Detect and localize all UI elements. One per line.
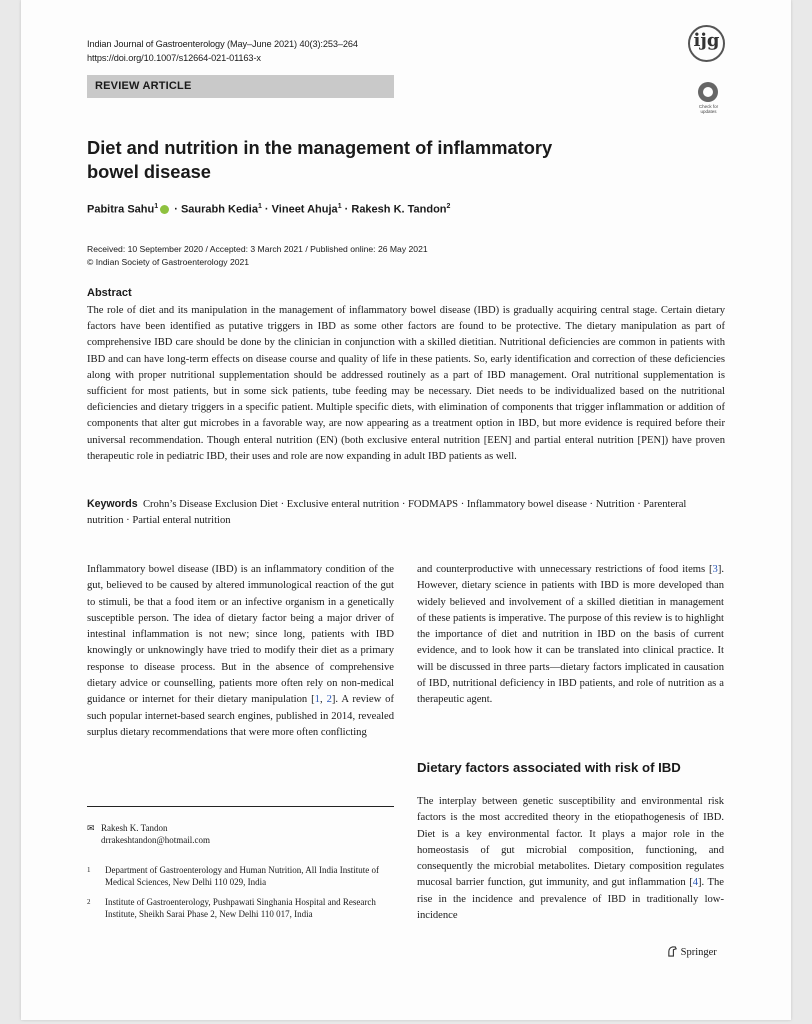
author-name[interactable]: Rakesh K. Tandon [351,203,447,216]
author-name[interactable]: Pabitra Sahu [87,203,155,216]
section-text: ]. The rise in the incidence and prevalence of IBD in traditionally low-incidence [417,877,724,922]
journal-logo [688,25,725,62]
doi-link[interactable]: https://doi.org/10.1007/s12664-021-01163-x [87,53,261,63]
article-page [21,0,791,1020]
keywords-label: Keywords [87,498,138,510]
abstract-text: The role of diet and its manipulation in the management of inflammatory bowel disease (IBD) is gradually acquiring central stage. Certain dietary factors have been identified as putative triggers in IBD as some other factors are found to be protective. The dietary manipulation as part of comprehensive IBD care should be done by the clinician in conjunction with a skilled dietitian. Nutritional deficiencies are common in patients with IBD and can have long-term effects on disease course and quality of life in these patients. So, early identification and correction of these deficiencies along with proper nutritional supplementation should be addressed routinely as a part of IBD management. Oral nutritional supplementation is sufficient for most patients, but in some sick patients, tube feeding may be necessary. Diet needs to be individualized based on the nutritional deficiencies and dietary triggers in a specific patient. Multiple specific diets, with elimination of components that trigger inflammation or addition of components that alter gut microbes in a favorable way, are now appearing as a treatment option in IBD, but more evidence is required before their universal recommendation. Though enteral nutrition (EN) (both exclusive enteral nutrition [EEN] and partial enteral nutrition [PEN]) have proven therapeutic role in pediatric IBD, their uses and role are now expanding in adult IBD patients as well. [87,305,725,462]
corresponding-author [87,822,210,846]
author-list [87,203,450,216]
article-type-badge: REVIEW ARTICLE [87,75,394,98]
citation-link[interactable]: 1 [314,694,320,706]
author-affiliation: 2 [446,203,451,210]
publisher-name: Springer [680,947,717,958]
article-title: Diet and nutrition in the management of inflammatory bowel disease [87,137,553,182]
author-name[interactable]: Saurabh Kedia [180,203,258,216]
orcid-icon[interactable] [160,205,169,214]
footnote-divider [87,806,394,807]
keywords-list: Crohn’s Disease Exclusion Diet · Exclusive enteral nutrition · FODMAPS · Inflammatory bowel disease · Nutrition · Parenteral nutrition · Partial enteral nutrition [87,499,687,527]
section-text: The interplay between genetic susceptibility and environmental risk factors is the most accredited theory in the etiopathogenesis of IBD. Diet is a key environmental factor. It plays a major role in the homeostasis of gut microbial composition, functioning, and consequently the microbial metabolites. Dietary composition regulates mucosal barrier function, gut immunity, and gut inflammation [ [417,796,724,889]
affiliation-number: 2 [87,898,91,906]
publication-dates: Received: 10 September 2020 / Accepted: 3 March 2021 / Published online: 26 May 2021 [87,244,428,254]
copyright-line: © Indian Society of Gastroenterology 2021 [87,257,250,267]
author-affiliation: 1 [257,203,262,210]
check-updates-icon [698,82,718,102]
abstract-heading: Abstract [87,287,132,299]
author-separator: · [261,203,272,216]
envelope-icon: ✉ [87,823,95,833]
publisher-logo [667,946,717,958]
intro-paragraph-continued [417,562,724,709]
citation-separator: , [319,694,327,706]
citation-link[interactable]: 4 [692,877,699,889]
author-name[interactable]: Vineet Ahuja [271,203,338,216]
journal-logo-text: ijg [693,30,720,51]
affiliation-number: 1 [87,866,91,874]
citation-link[interactable]: 2 [326,694,332,706]
author-affiliation: 1 [154,203,159,210]
author-separator: · [171,203,181,216]
affiliation-text: Department of Gastroenterology and Human Nutrition, All India Institute of Medical Sciences, New Delhi 110 029, India [105,865,379,887]
check-updates-label: Check for updates [698,104,719,114]
intro-text: ]. However, dietary science in patients with IBD is more developed than widely believed and involvement of a skilled dietitian in management of these patients is imperative. The purpose of this review is to highlight the importance of diet and nutrition in IBD on the basis of current evidence, and to look how it can be translated into clinical practice. It will be discussed in three parts—dietary factors implicated in causation of IBD, nutritional deficiency in IBD patients, and role of nutrition as a therapeutic agent. [417,564,724,706]
springer-horse-icon [667,946,678,957]
intro-text: and counterproductive with unnecessary restrictions of food items [ [417,564,713,575]
affiliation-text: Institute of Gastroenterology, Pushpawati Singhania Hospital and Research Institute, Sheikh Sarai Phase 2, New Delhi 110 017, India [105,897,376,919]
section-paragraph [417,794,724,924]
author-affiliation: 1 [337,203,342,210]
intro-paragraph [87,562,394,741]
contact-name: Rakesh K. Tandon [101,823,168,833]
journal-citation: Indian Journal of Gastroenterology (May–June 2021) 40(3):253–264 [87,39,358,49]
check-for-updates-badge[interactable] [691,80,726,120]
intro-text: ]. A review of such popular internet-based search engines, published in 2014, revealed surplus dietary recommendations that were more often conflicting [87,694,395,738]
keywords [87,496,725,529]
intro-text: Inflammatory bowel disease (IBD) is an inflammatory condition of the gut, believed to be caused by altered immunological reaction of the gut to stimuli, be that a food item or an infective organism in a genetically susceptible person. The idea of dietary factor being a major driver of intestinal inflammation is not new; since long, patients with IBD knowingly or unknowingly have tried to modify their diet as a primary response to disease process. But in the absence of comprehensive dietary advice or counselling, patients more often rely on non-medical guidance or internet for their dietary manipulation [ [87,564,394,706]
section-heading: Dietary factors associated with risk of IBD [417,760,681,775]
citation-link[interactable]: 3 [712,564,718,575]
author-separator: · [341,203,352,216]
contact-email[interactable]: drrakeshtandon@hotmail.com [101,835,211,845]
